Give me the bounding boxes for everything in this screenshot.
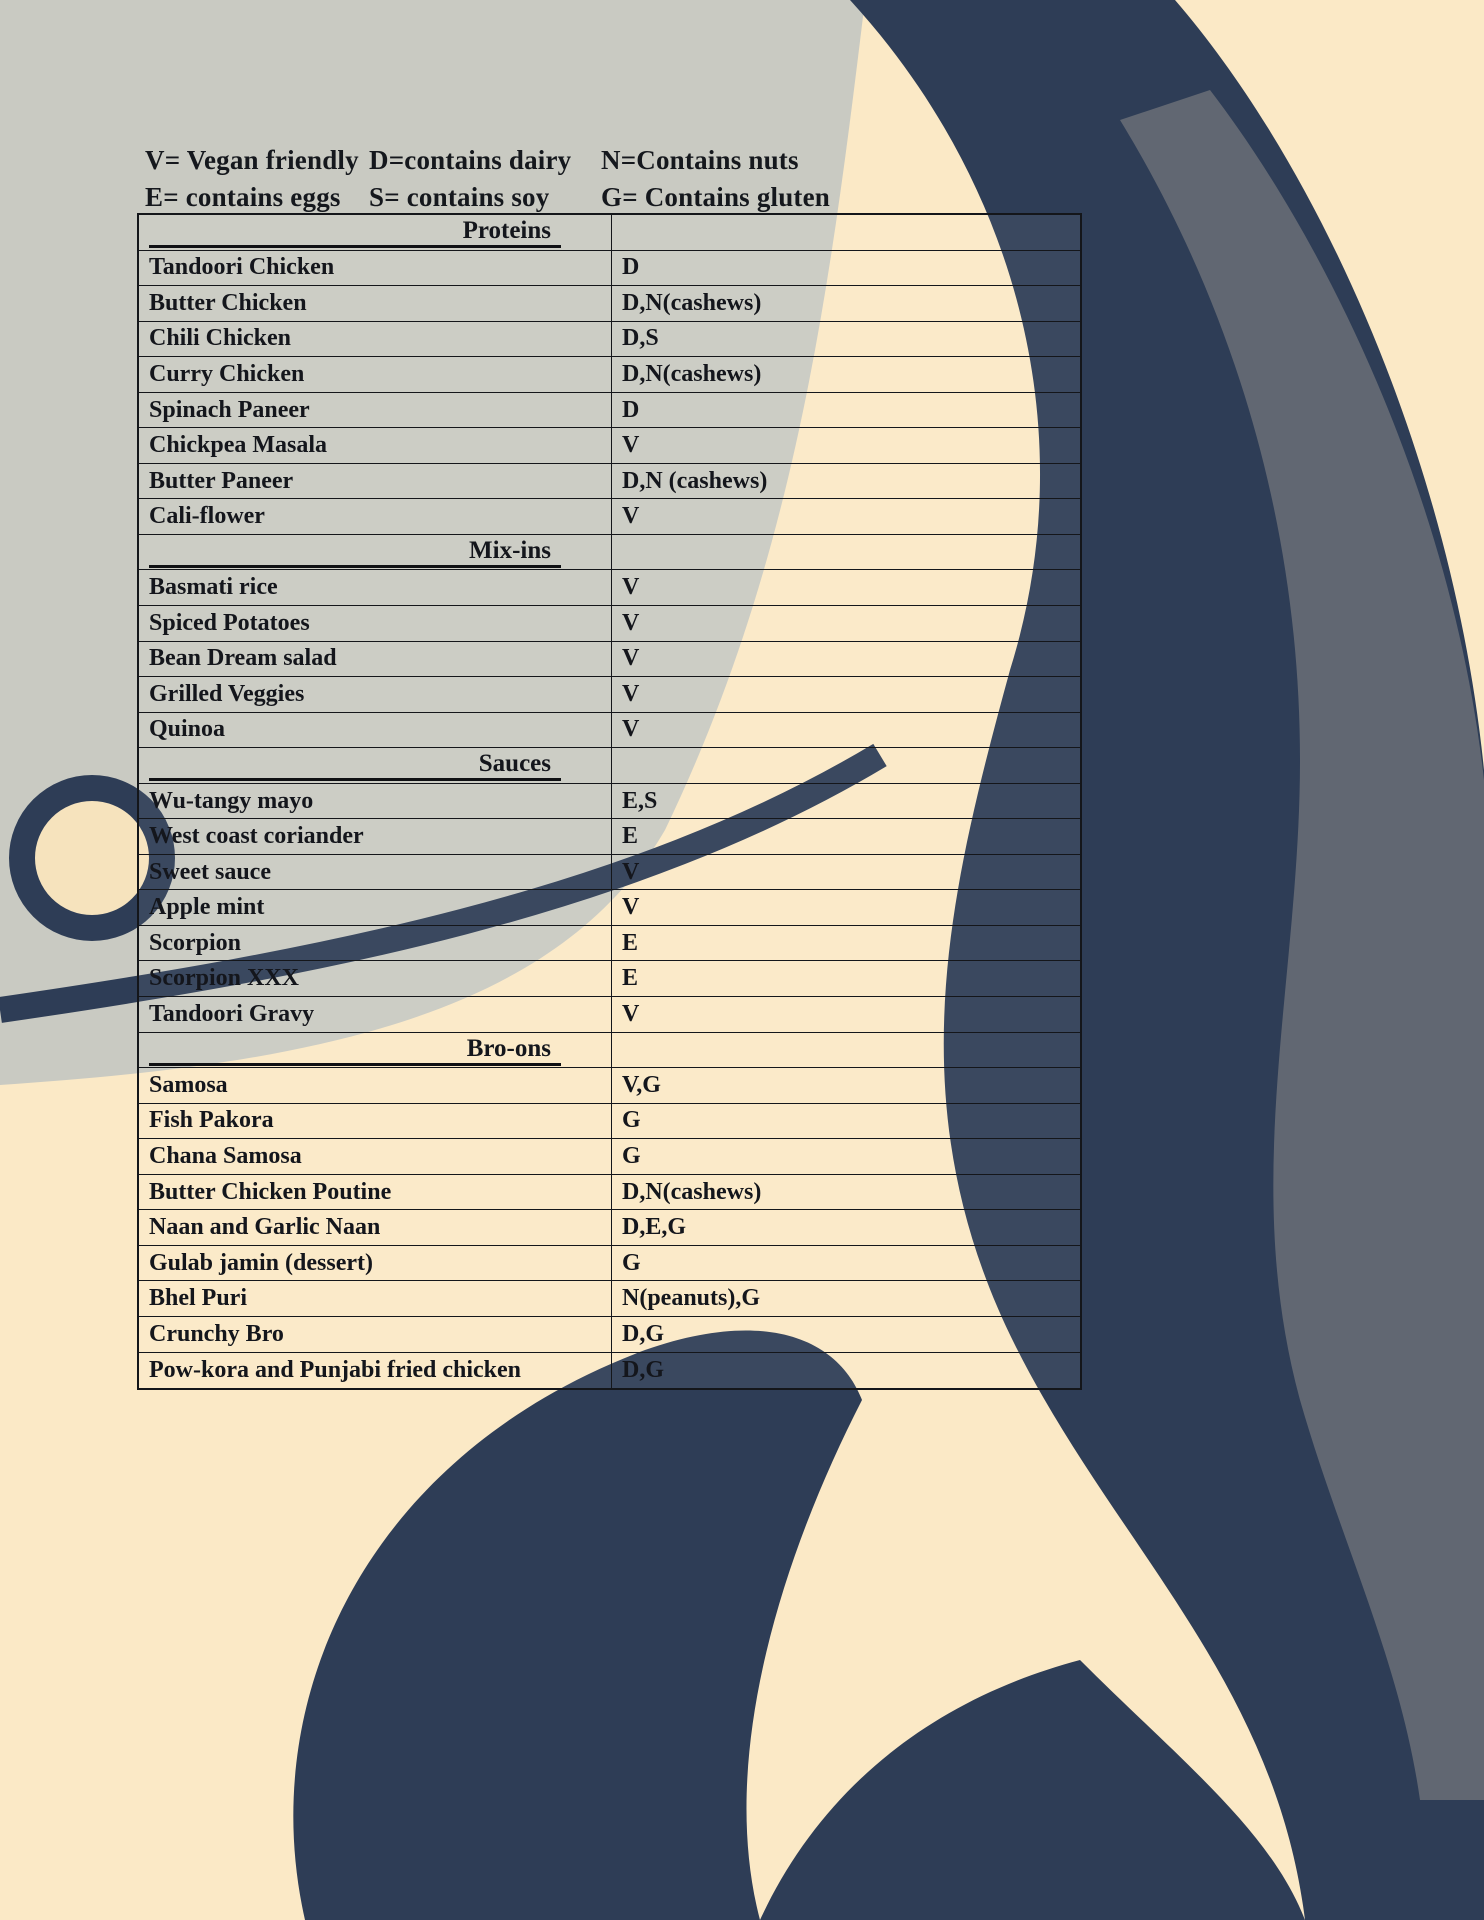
table-row [139, 1175, 1080, 1211]
table-row [139, 997, 1080, 1033]
table-row [139, 1281, 1080, 1317]
item-codes-cell: N(peanuts),G [622, 1285, 761, 1312]
item-name-cell: Naan and Garlic Naan [139, 1210, 612, 1245]
section-empty-cell [612, 1033, 1080, 1068]
item-codes-cell: D [622, 254, 640, 281]
table-row [139, 286, 1080, 322]
item-name-cell: Chana Samosa [139, 1139, 612, 1174]
item-codes-cell: V [622, 716, 640, 743]
legend-line-2 [145, 179, 830, 216]
table-row [139, 251, 1080, 287]
section-header-row [139, 535, 1080, 571]
item-name-cell: Fish Pakora [139, 1104, 612, 1139]
table-row [139, 642, 1080, 678]
item-name-cell: Bhel Puri [139, 1281, 612, 1316]
item-name-cell: Spinach Paneer [139, 393, 612, 428]
item-codes-cell: G [622, 1142, 641, 1169]
item-name-cell: Basmati rice [139, 570, 612, 605]
table-row [139, 570, 1080, 606]
item-name-cell: Crunchy Bro [139, 1317, 612, 1352]
table-row [139, 855, 1080, 891]
item-name-cell: Scorpion XXX [139, 961, 612, 996]
section-header-row [139, 748, 1080, 784]
item-codes-cell: E [622, 965, 639, 992]
item-name-cell: Scorpion [139, 926, 612, 961]
table-row [139, 606, 1080, 642]
table-row [139, 322, 1080, 358]
table-row [139, 393, 1080, 429]
item-codes-cell: D,G [622, 1356, 664, 1383]
section-header-row [139, 215, 1080, 251]
item-name-cell: Butter Chicken Poutine [139, 1175, 612, 1210]
table-row [139, 926, 1080, 962]
item-codes-cell: V [622, 1000, 640, 1027]
item-codes-cell: V [622, 680, 640, 707]
item-codes-cell: G [622, 1107, 641, 1134]
item-name-cell: West coast coriander [139, 819, 612, 854]
item-codes-cell: V [622, 858, 640, 885]
item-name-cell: Apple mint [139, 890, 612, 925]
item-codes-cell: V [622, 574, 640, 601]
item-name-cell: Chickpea Masala [139, 428, 612, 463]
legend-vegan: V= Vegan friendly [145, 145, 359, 175]
section-title-cell [139, 1033, 612, 1068]
table-row [139, 1246, 1080, 1282]
allergen-legend [145, 142, 830, 216]
table-row [139, 499, 1080, 535]
item-codes-cell: D,E,G [622, 1214, 687, 1241]
legend-soy: S= contains soy [369, 182, 550, 212]
item-codes-cell: D,N(cashews) [622, 1178, 762, 1205]
section-header-row [139, 1033, 1080, 1069]
section-title-cell [139, 535, 612, 570]
item-name-cell: Samosa [139, 1068, 612, 1103]
table-row [139, 819, 1080, 855]
section-empty-cell [612, 535, 1080, 570]
section-empty-cell [612, 748, 1080, 783]
item-codes-cell: D,G [622, 1320, 664, 1347]
table-row [139, 1210, 1080, 1246]
legend-dairy: D=contains dairy [369, 145, 572, 175]
item-codes-cell: E,S [622, 787, 658, 814]
item-codes-cell: V,G [622, 1071, 661, 1098]
item-codes-cell: G [622, 1249, 641, 1276]
section-title-cell [139, 748, 612, 783]
item-name-cell: Wu-tangy mayo [139, 784, 612, 819]
table-row [139, 1317, 1080, 1353]
item-codes-cell: E [622, 823, 639, 850]
table-row [139, 961, 1080, 997]
item-name-cell: Pow-kora and Punjabi fried chicken [139, 1353, 612, 1389]
item-name-cell: Tandoori Gravy [139, 997, 612, 1032]
item-name-cell: Tandoori Chicken [139, 251, 612, 286]
table-row [139, 677, 1080, 713]
item-name-cell: Quinoa [139, 713, 612, 748]
item-codes-cell: E [622, 929, 639, 956]
section-title: Bro-ons [149, 1034, 561, 1066]
table-row [139, 1068, 1080, 1104]
item-name-cell: Chili Chicken [139, 322, 612, 357]
table-row [139, 428, 1080, 464]
item-codes-cell: V [622, 894, 640, 921]
item-codes-cell: D,N (cashews) [622, 467, 768, 494]
item-name-cell: Butter Paneer [139, 464, 612, 499]
section-title: Mix-ins [149, 536, 561, 568]
table-row [139, 1139, 1080, 1175]
item-codes-cell: V [622, 645, 640, 672]
item-codes-cell: D,N(cashews) [622, 360, 762, 387]
table-row [139, 1104, 1080, 1140]
item-name-cell: Spiced Potatoes [139, 606, 612, 641]
section-title: Proteins [149, 216, 561, 248]
item-codes-cell: V [622, 503, 640, 530]
section-title-cell [139, 215, 612, 250]
item-name-cell: Bean Dream salad [139, 642, 612, 677]
item-name-cell: Butter Chicken [139, 286, 612, 321]
legend-gluten: G= Contains gluten [601, 182, 831, 212]
item-name-cell: Cali-flower [139, 499, 612, 534]
table-row [139, 357, 1080, 393]
legend-eggs: E= contains eggs [145, 182, 341, 212]
item-codes-cell: D,N(cashews) [622, 289, 762, 316]
item-codes-cell: V [622, 432, 640, 459]
item-codes-cell: V [622, 609, 640, 636]
allergen-table [137, 213, 1082, 1390]
item-name-cell: Sweet sauce [139, 855, 612, 890]
item-codes-cell: D [622, 396, 640, 423]
table-row [139, 784, 1080, 820]
table-row [139, 890, 1080, 926]
item-name-cell: Gulab jamin (dessert) [139, 1246, 612, 1281]
legend-line-1 [145, 142, 830, 179]
item-codes-cell: D,S [622, 325, 659, 352]
section-title: Sauces [149, 749, 561, 781]
item-name-cell: Grilled Veggies [139, 677, 612, 712]
table-row [139, 1353, 1080, 1389]
section-empty-cell [612, 215, 1080, 250]
table-row [139, 713, 1080, 749]
table-row [139, 464, 1080, 500]
legend-nuts: N=Contains nuts [601, 145, 799, 175]
item-name-cell: Curry Chicken [139, 357, 612, 392]
